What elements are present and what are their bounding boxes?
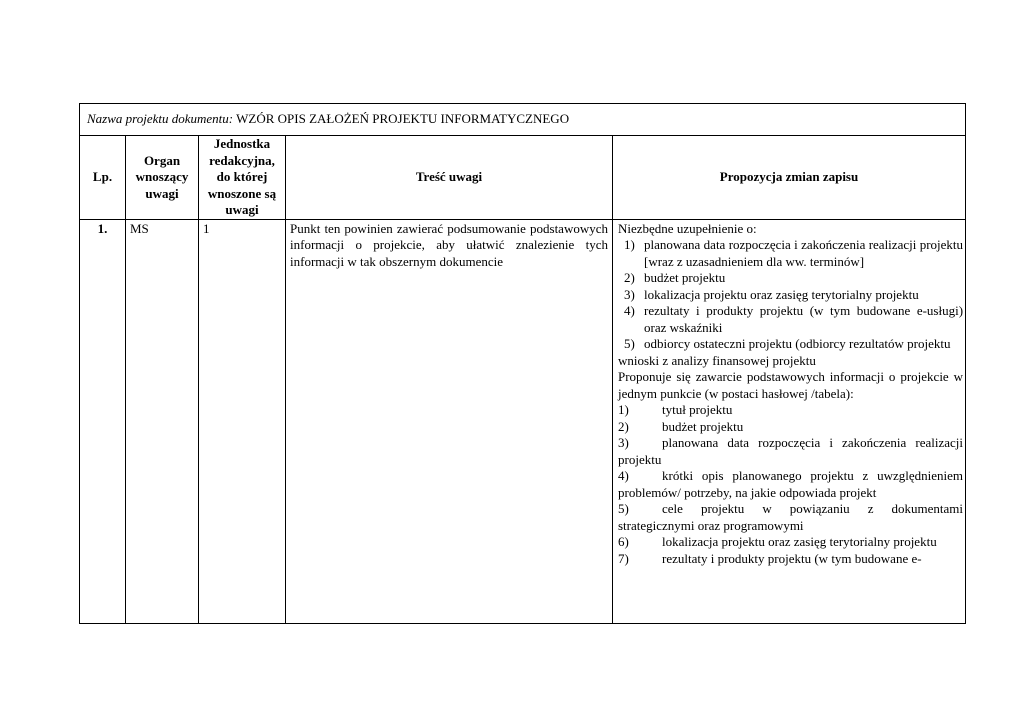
row-content: Punkt ten powinien zawierać podsumowanie podstawowych informacji o projekcie, aby ułatwić znalezienie tych informacji w tak obszernym dokumencie — [286, 219, 613, 624]
list-item: 3) planowana data rozpoczęcia i zakończenia realizacji projektu — [618, 435, 964, 467]
title-row — [80, 104, 966, 136]
comments-table — [79, 103, 966, 624]
list-item: 2) budżet projektu — [624, 270, 726, 285]
proposal-line-financial: wnioski z analizy finansowej projektu — [618, 352, 816, 368]
header-row — [80, 136, 966, 220]
header-content: Treść uwagi — [286, 136, 613, 220]
list-item: 1) tytuł projektu — [618, 402, 733, 417]
list-item: 7) rezultaty i produkty projektu (w tym budowane e- — [618, 550, 922, 566]
list-item: 2) budżet projektu — [618, 418, 744, 434]
row-unit: 1 — [199, 219, 286, 624]
header-lp: Lp. — [80, 136, 126, 220]
row-proposal — [613, 219, 966, 624]
list-item: 1) planowana data rozpoczęcia i zakończenia realizacji projektu [wraz z uzasadnieniem dla ww. terminów] — [624, 237, 964, 269]
table-row — [80, 219, 966, 624]
list-item: 6) lokalizacja projektu oraz zasięg terytorialny projektu — [618, 534, 937, 549]
header-unit: Jednostka redakcyjna, do której wnoszone są uwagi — [199, 136, 286, 220]
list-item: 5) cele projektu w powiązaniu z dokumentami strategicznymi oraz programowymi — [618, 501, 964, 533]
row-lp: 1. — [80, 219, 126, 624]
proposal-intro: Niezbędne uzupełnienie o: — [618, 220, 757, 236]
title-name: WZÓR OPIS ZAŁOŻEŃ PROJEKTU INFORMATYCZNEGO — [233, 111, 570, 127]
document-title — [80, 104, 966, 136]
proposal-list-2 — [618, 402, 963, 567]
title-prefix: Nazwa projektu dokumentu: — [87, 111, 234, 127]
list-item: 4) krótki opis planowanego projektu z uwzględnieniem problemów/ potrzeby, na jakie odpowiada projekt — [618, 468, 964, 500]
header-proposal: Propozycja zmian zapisu — [613, 136, 966, 220]
proposal-list — [618, 237, 963, 353]
proposal-line-summary: Proponuje się zawarcie podstawowych informacji o projekcie w jednym punkcie (w postaci hasłowej /tabela): — [618, 369, 964, 401]
list-item: 5) odbiorcy ostateczni projektu (odbiorcy rezultatów projektu — [624, 336, 951, 351]
header-organ: Organ wnoszący uwagi — [126, 136, 199, 220]
row-organ: MS — [126, 219, 199, 624]
list-item: 3) lokalizacja projektu oraz zasięg terytorialny projektu — [624, 286, 919, 302]
list-item: 4) rezultaty i produkty projektu (w tym budowane e-usługi) oraz wskaźniki — [624, 303, 964, 335]
